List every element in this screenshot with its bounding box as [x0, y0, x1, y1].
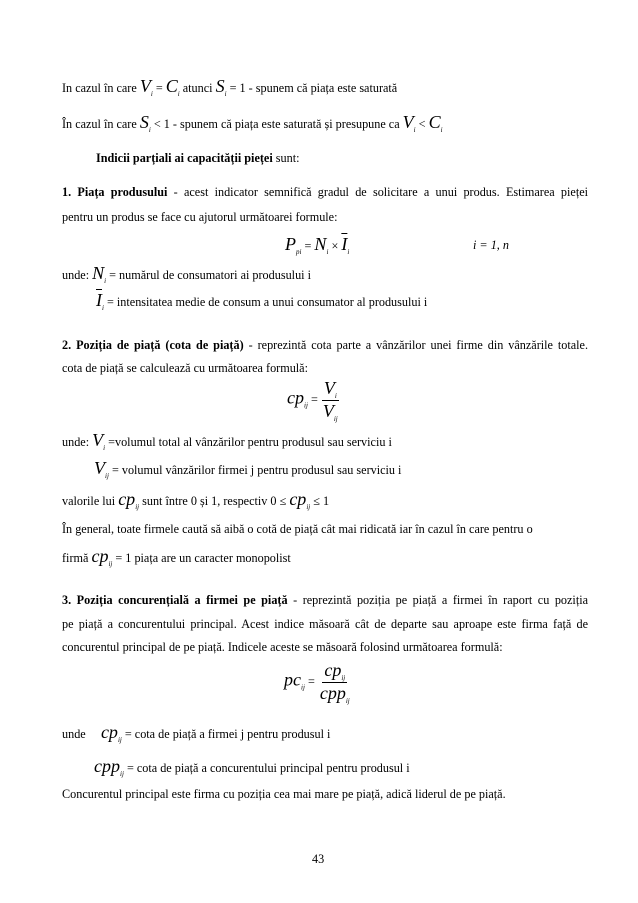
math-var: C — [165, 76, 178, 96]
text: - reprezintă poziția pe piață a firmei în raport cu poziția — [287, 593, 589, 607]
section-1-title: 1. Piața produsului — [62, 185, 168, 199]
text: = cota de piață a concurentului principal pentru produsul i — [126, 761, 410, 775]
section-2-title: 2. Poziția de piață (cota de piață) — [62, 338, 244, 352]
math-var: cp — [287, 387, 304, 408]
math-var: cpp — [319, 683, 346, 703]
math-sub: pi — [296, 248, 302, 256]
math-var: cp — [324, 660, 342, 680]
text: =volumul total al vânzărilor pentru produsul sau serviciu i — [108, 435, 392, 449]
math-sub: ij — [341, 674, 346, 682]
saturation-line-1 — [62, 76, 588, 98]
text: piața are un caracter monopolist — [134, 551, 291, 565]
math-sub: i — [150, 90, 153, 98]
math-var: V — [94, 458, 105, 478]
math-sub: i — [148, 126, 151, 134]
math-var: cp — [289, 489, 307, 509]
math-op: × — [331, 239, 339, 253]
math-var: $\overline{I}$ — [341, 234, 348, 254]
math-sub: i — [326, 248, 329, 256]
math-sub: i — [224, 90, 227, 98]
fraction — [318, 660, 352, 705]
text: atunci — [182, 81, 213, 95]
math-op: = — [307, 674, 315, 689]
math-sub: ij — [301, 683, 305, 692]
section-3-line-2 — [62, 617, 588, 632]
general-line-2 — [62, 546, 588, 568]
def-i — [96, 290, 588, 312]
math-var: S — [139, 112, 149, 132]
math-sub: i — [334, 392, 337, 400]
section-3-line-1 — [62, 593, 588, 608]
math-var: pc — [284, 669, 301, 690]
text: pentru un produs se face cu ajutorul următoarei formule: — [62, 210, 338, 224]
final-line — [62, 787, 588, 802]
math-sub: ij — [306, 503, 311, 511]
math-op: = 1 — [115, 551, 132, 565]
fraction — [321, 378, 340, 423]
section-2-line-1 — [62, 338, 588, 353]
text: - spunem că piața este saturată și presupune ca — [172, 117, 400, 131]
text: unde: — [62, 268, 90, 282]
math-sub: i — [177, 90, 180, 98]
math-var: $\overline{I}$ — [96, 290, 102, 310]
text: = intensitatea medie de consum a unui consumator al produsului i — [107, 295, 428, 309]
math-sub: i — [104, 277, 107, 285]
text: unde: — [62, 435, 90, 449]
def-vi — [62, 430, 588, 452]
heading-bold: Indicii parțiali ai capacității pieței — [96, 151, 273, 165]
math-sub: i — [413, 126, 416, 134]
math-var: cp — [91, 546, 109, 566]
section-2-line-2 — [62, 361, 588, 376]
math-var: V — [322, 401, 334, 421]
section-1-line-1 — [62, 185, 588, 200]
section-3-title: 3. Poziția concurențială a firmei pe piață — [62, 593, 288, 607]
math-op: 0 ≤ — [270, 494, 287, 508]
text: = cota de piață a firmei j pentru produsul i — [124, 727, 331, 741]
text: = volumul vânzărilor firmei j pentru produsul sau serviciu i — [111, 463, 402, 477]
math-sub: ij — [135, 503, 140, 511]
math-sub: ij — [304, 401, 308, 410]
section-3-line-3 — [62, 640, 588, 655]
section-heading — [96, 151, 588, 166]
math-op: < 1 — [153, 117, 170, 131]
text: În general, toate firmele caută să aibă o cotă de piață cât mai ridicată iar în cazul în care pentru o — [62, 522, 533, 536]
math-op: ≤ 1 — [313, 494, 330, 508]
math-op: = — [304, 239, 312, 253]
text: Concurentul principal este firma cu poziția cea mai mare pe piață, adică liderul de pe piață. — [62, 787, 506, 801]
text: In cazul în care — [62, 81, 137, 95]
math-var: N — [92, 263, 105, 283]
text: sunt între 0 și 1, respectiv — [142, 494, 268, 508]
math-op: < — [418, 117, 426, 131]
text: În cazul în care — [62, 117, 137, 131]
math-sub: ij — [117, 736, 122, 744]
math-sub: ij — [120, 770, 124, 778]
math-sub: ij — [108, 560, 113, 568]
def-vij — [94, 458, 588, 480]
text: - acest indicator semnifică gradul de solicitare a unui produs. Estimarea pieței — [167, 185, 588, 199]
math-var: N — [314, 234, 327, 254]
def-n — [62, 263, 588, 285]
math-var: P — [285, 234, 296, 254]
math-sub: ij — [333, 415, 338, 423]
math-sub: i — [347, 248, 350, 256]
text: - reprezintă cota parte a vânzărilor unei firme din vânzările totale. — [243, 338, 588, 352]
math-var: cp — [118, 489, 136, 509]
section-1-line-2 — [62, 210, 588, 225]
general-line-1 — [62, 522, 588, 537]
math-op: = — [155, 81, 163, 95]
math-var: cp — [100, 722, 118, 742]
math-var: C — [428, 112, 441, 132]
math-sub: i — [103, 444, 106, 452]
text: unde — [62, 727, 86, 741]
math-op: = — [310, 392, 318, 407]
math-var: V — [92, 430, 104, 450]
formula-cota — [287, 378, 340, 423]
heading-rest: sunt: — [272, 151, 300, 165]
def-cpij — [62, 722, 588, 744]
values-range — [62, 489, 588, 511]
math-var: V — [323, 378, 335, 398]
text: valorile lui — [62, 494, 116, 508]
math-var: S — [215, 76, 225, 96]
text: cota de piață se calculează cu următoarea formulă: — [62, 361, 308, 375]
text: concurentul principal de pe piață. Indicele aceste se măsoară folosind următoarea formulă: — [62, 640, 503, 654]
formula-range: i = 1, n — [473, 238, 509, 252]
math-sub: ij — [345, 697, 350, 705]
def-cppij — [94, 756, 588, 778]
text: firmă — [62, 551, 89, 565]
page-number: 43 — [312, 852, 325, 866]
math-var: V — [139, 76, 151, 96]
math-sub: ij — [105, 472, 109, 480]
math-var: cpp — [94, 756, 120, 776]
math-sub: i — [440, 126, 443, 134]
text: pe piață a concurentului principal. Acest indice măsoară cât de departe sau aproape este firma față de — [62, 617, 588, 631]
formula-piata — [285, 234, 349, 256]
math-op: = 1 — [229, 81, 246, 95]
math-sub: i — [102, 304, 104, 312]
text: - spunem că piața este saturată — [248, 81, 398, 95]
math-var: V — [402, 112, 414, 132]
saturation-line-2 — [62, 112, 588, 134]
formula-pozitie — [284, 660, 352, 705]
text: = numărul de consumatori ai produsului i — [109, 268, 311, 282]
